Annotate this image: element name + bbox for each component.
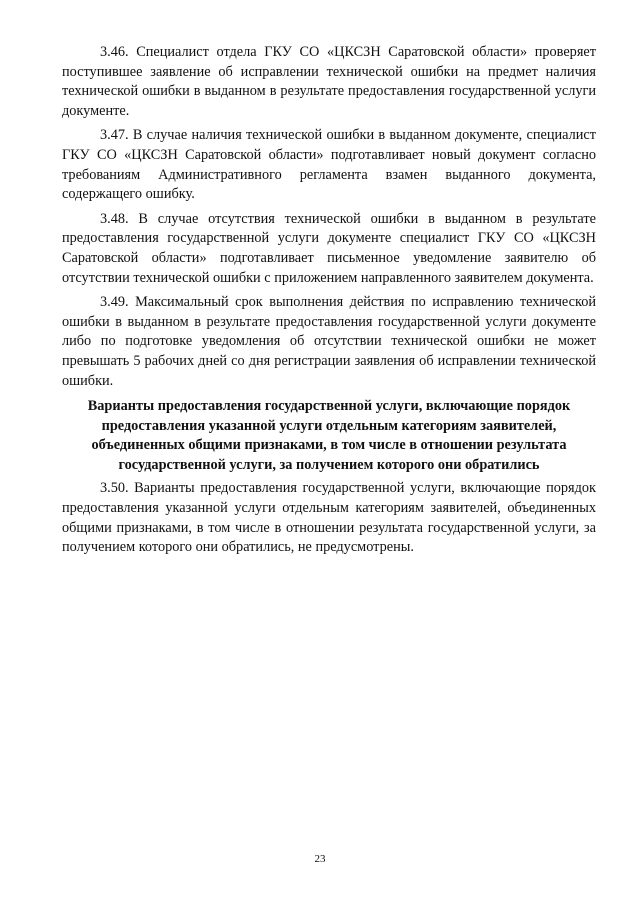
paragraph-3-50: 3.50. Варианты предоставления государственной услуги, включающие порядок предоставления указанной услуги отдельным категориям заявителей, объединенных общими признаками, в том числе в отношении результата государственной услуги, за получением которого они обратились, не предусмотрены.: [62, 480, 596, 556]
document-page: [62, 43, 596, 563]
paragraph-3-48: 3.48. В случае отсутствия технической ошибки в выданном в результате предоставления государственной услуги документе специалист ГКУ СО «ЦКСЗН Саратовской области» подготавливает письменное уведомление заявителю об отсутствии технической ошибки с приложением направленного заявителем документа.: [62, 210, 596, 286]
paragraph-3-49: 3.49. Максимальный срок выполнения действия по исправлению технической ошибки в выданном в результате предоставления государственной услуги документе либо по подготовке уведомления об отсутствии технической ошибки не может превышать 5 рабочих дней со дня регистрации заявления об исправлении технической ошибки.: [62, 294, 596, 389]
page-number: 23: [314, 853, 326, 865]
paragraph-3-47: 3.47. В случае наличия технической ошибки в выданном документе, специалист ГКУ СО «ЦКСЗН Саратовской области» подготавливает новый документ согласно требованиям Административного регламента взамен выданного документа, содержащего ошибку.: [62, 127, 596, 203]
section-heading: Варианты предоставления государственной услуги, включающие порядок предоставления указанной услуги отдельным категориям заявителей, объединенных общими признаками, в том числе в отношении результата государственной услуги, за получением которого они обратились: [87, 398, 571, 473]
paragraph-3-46: 3.46. Специалист отдела ГКУ СО «ЦКСЗН Саратовской области» проверяет поступившее заявление об исправлении технической ошибки на предмет наличия технической ошибки в выданном в результате предоставления государственной услуги документе.: [62, 44, 596, 119]
